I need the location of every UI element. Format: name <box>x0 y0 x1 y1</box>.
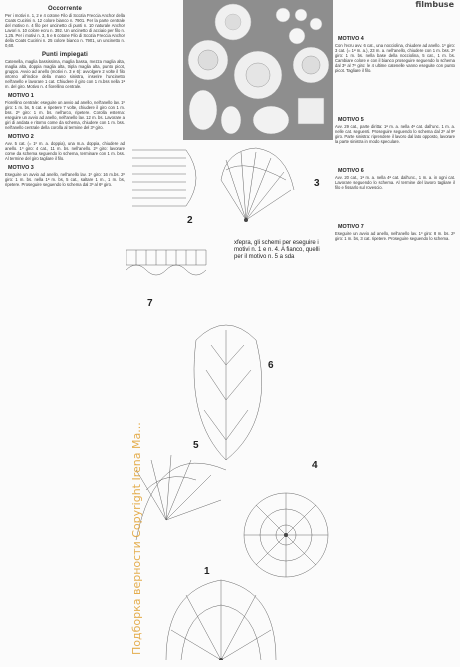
motivo2-heading: MOTIVO 2 <box>8 134 34 140</box>
motivo7-heading: MOTIVO 7 <box>338 224 364 230</box>
photo-flower-large <box>215 4 251 40</box>
crochet-charts <box>126 140 334 660</box>
motivo1-heading: MOTIVO 1 <box>8 93 34 99</box>
motivo6-text: Avv. 20 cat., 1ª m. a. nella 4ª cat. dall'unc., 1 m. a. in ogni cat. Lavorare seguendo lo schema. Al termine del lavoro tagliare il filo e fissarlo sul rovescio. <box>335 175 455 190</box>
occorrente-text: Per i motivi n. 1, 2 e 4 cotone Filo di Scozia Freccia Anchor della Coats Cucirini n. 12 colore bianco n. 7901. Per la parte centrale del motivo n. 4 filo per uncinetto di punti n. 10 naturale Anchor Lavori n. 10 colore ecru n. 392. Un uncinetto di acciaio per filo n. 1,25. Per i motivi n. 3, 5 e 6 cotone Filo di Scozia Freccia Anchor della Coats Cucirini n. 25 colore bianco n. 7901, un uncinetto n. 0,60. <box>5 13 125 48</box>
chart-motif-5 <box>136 455 226 540</box>
motifs-photo-svg <box>183 0 333 140</box>
chart-motif-7 <box>126 250 206 275</box>
motivo6-heading: MOTIVO 6 <box>338 168 364 174</box>
chart-number-3: 3 <box>314 178 320 189</box>
right-text-column <box>334 4 456 663</box>
motivo1-text: Fiorellino centrale: eseguire un avvio ad anello, nell'anello lav. 1º giro: 1 m. bs, 5 cat. e ripetere 7 volte, chiudere il giro con 1 m. bss. 2º giro: 1 m. bs. nell'arco, ripetere. Corolla esterna: eseguire un avvio ad anello, nell'anello lav. 12 m. bs. Lavorare a giri di andata e ritorno come da schema, chiudere con 1 m. bss. nell'anello centrale della corolla al termine del 3º giro. <box>5 100 125 130</box>
crochet-motifs-photo <box>183 0 333 140</box>
chart-stitch-dots <box>219 218 288 660</box>
copyright-watermark: Подборка верности Copyright Irena Ma... <box>130 422 143 655</box>
chart-number-2: 2 <box>187 215 193 226</box>
motivo3-text: Eseguire un avvio ad anello, nell'anello lav. 1º giro: 16 m.bs. 2º giro: 1 m. bs. nella 1ª m. bs, 5 cat., saltare 1 m., 1 m. bs, ripetere. Proseguire seguendo lo schema dal 3º al 6º giro. <box>5 172 125 187</box>
chart-number-6: 6 <box>268 360 274 371</box>
left-text-column <box>4 4 126 663</box>
chart-motif-3 <box>221 148 294 220</box>
motivo4-text: Con l'ecru avv. 6 cat., una nocciolina, chiudere ad anello. 1º giro: 3 cat. (= 1ª m. a.), 23 m. a. nell'anello, chiudere con 1 m. bss. 2º giro: 1 m. bs. nella base della nocciolina, 5 cat., 1 m. bs. Cambiare colore e con il bianco proseguire seguendo lo schema dal 3º al 7º giro: le 4 ultime catenelle vanno eseguite con punto picot. Tagliare il filo. <box>335 43 455 73</box>
chart-number-7: 7 <box>147 298 153 309</box>
chart-number-1: 1 <box>204 566 210 577</box>
motivo2-text: Avv. 5 cat. (= 1º m. a. doppia), una m.a. doppia, chiudere ad anello. 1º giro: 4 cat., 11 m. bs. nell'anello. 2º giro: lavorare come da schema seguendo lo schema, terminare con 1 m. bss. Al termine del giro tagliare il filo. <box>5 141 125 161</box>
chart-motif-1 <box>166 580 276 660</box>
heading-punti: Punti impiegati <box>41 52 88 58</box>
chart-motif-6 <box>194 325 262 460</box>
chart-motif-2 <box>132 150 196 206</box>
chart-number-5: 5 <box>193 440 199 451</box>
motivo5-text: Avv. 29 cat., parte diritta: 1ª m. a. nella 4ª cat. dall'unc. 1 m. a. nelle cat. seguenti. Proseguire seguendo lo schema dal 2º al 9º giro. Parte sinistra: riprendere il lavoro dal lato opposto, lavorare la parte sinistra in modo speculare. <box>335 124 455 144</box>
motivo7-text: Eseguire un avvio ad anello, nell'anello lav. 1º giro: 8 m. bs. 2º giro: 1 m. bs, 3 cat. ripetere. Proseguire seguendo lo schema. <box>335 231 455 241</box>
charts-caption: xfepra, gli schemi per eseguire i motivi n. 1 e n. 4. A fianco, quelli per il motivo n. 5 a sda <box>234 240 320 260</box>
motivo3-heading: MOTIVO 3 <box>8 165 34 171</box>
chart-number-4: 4 <box>312 460 318 471</box>
motivo4-heading: MOTIVO 4 <box>338 36 364 42</box>
motivo5-heading: MOTIVO 5 <box>338 117 364 123</box>
brand-mark: filmbuse <box>415 0 454 9</box>
heading-occorrente: Occorrente <box>47 6 82 12</box>
punti-text: Catenella, maglia bassissima, maglia bassa, mezza maglia alta, maglia alta, doppia maglia alta, tripla maglia alta, punto picot, gruppo. Avvio ad anello (motivi n. 3 e 6): avvolgere 2 volte il filo intorno all'indice della mano sinistra, inserire l'uncinetto nell'anello e lavorare 1 cat. Chiudere il giro con 1 m.bss nella 1ª m. del giro. Motivo n. 4 fiorellino centrale. <box>5 59 125 89</box>
